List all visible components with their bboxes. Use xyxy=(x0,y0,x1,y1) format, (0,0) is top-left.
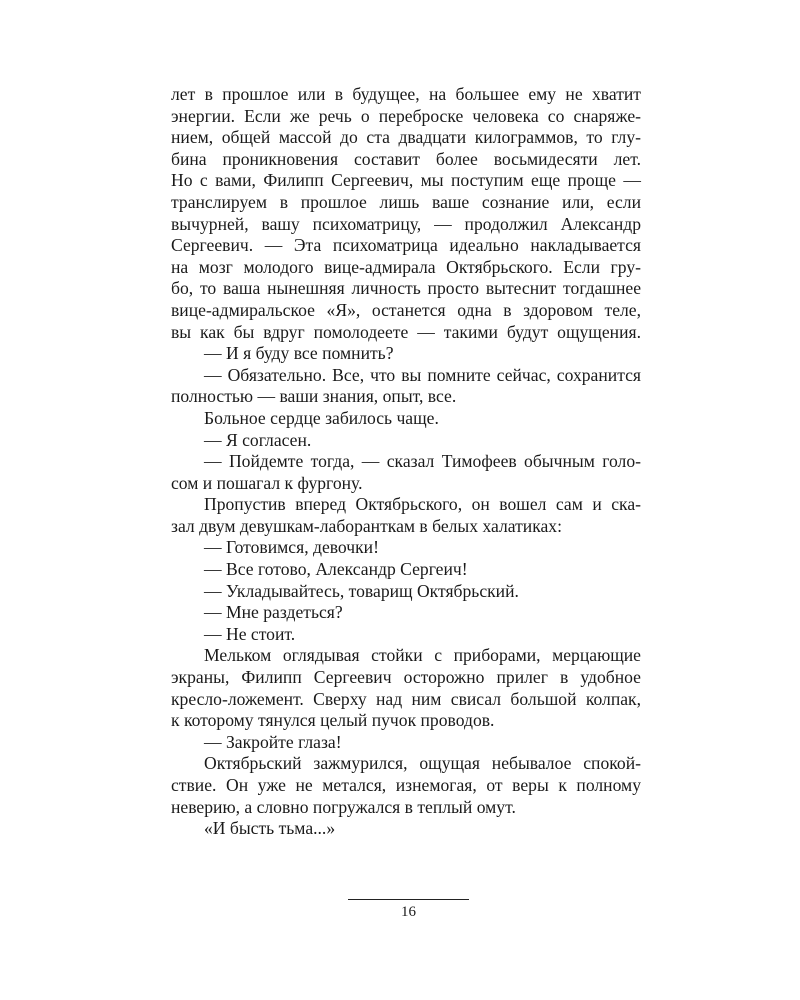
text-line: — Я согласен. xyxy=(204,429,312,450)
text-line: — Пойдемте тогда, — сказал Тимофеев обычным голо- xyxy=(204,451,641,472)
text-line: — Укладывайтесь, товарищ Октябрьский. xyxy=(204,580,519,601)
text-line: — Мне раздеться? xyxy=(204,602,343,623)
text-line: ствие. Он уже не метался, изнемогая, от веры к полному xyxy=(171,775,641,795)
text-line: — Не стоит. xyxy=(204,623,296,644)
text-line: неверию, а словно погружался в теплый омут. xyxy=(171,796,516,817)
text-line: вычурней, вашу психоматрицу, — продолжил Александр xyxy=(171,213,641,234)
text-line: — Обязательно. Все, что вы помните сейчас, сохранится xyxy=(204,364,641,385)
text-line: бо, то ваша нынешняя личность просто вытеснит тогдашнее xyxy=(171,278,641,299)
text-line: Пропустив вперед Октябрьского, он вошел сам и ска- xyxy=(204,494,641,515)
text-line: энергии. Если же речь о переброске человека со снаряже- xyxy=(171,105,641,126)
text-line: — И я буду все помнить? xyxy=(204,343,394,364)
text-line: к которому тянулся целый пучок проводов. xyxy=(171,710,495,731)
text-line: на мозг молодого вице-адмирала Октябрьского. Если гру- xyxy=(171,256,641,277)
text-line: зал двум девушкам-лаборанткам в белых халатиках: xyxy=(171,515,562,536)
text-line: сом и пошагал к фургону. xyxy=(171,472,363,493)
page-number: 16 xyxy=(401,904,416,920)
text-line: — Закройте глаза! xyxy=(204,731,342,752)
text-line: нием, общей массой до ста двадцати килограммов, то глу- xyxy=(171,127,641,148)
text-line: — Все готово, Александр Сергеич! xyxy=(204,559,468,580)
footer-divider xyxy=(348,899,469,900)
text-line: транслируем в прошлое лишь ваше сознание или, если xyxy=(171,191,641,212)
text-line: лет в прошлое или в будущее, на большее ему не хватит xyxy=(171,84,641,104)
text-line: — Готовимся, девочки! xyxy=(204,537,379,558)
text-line: Сергеевич. — Эта психоматрица идеально накладывается xyxy=(171,235,641,256)
text-line: Больное сердце забилось чаще. xyxy=(204,407,439,428)
page-body xyxy=(171,84,641,840)
text-line: Но с вами, Филипп Сергеевич, мы поступим еще проще — xyxy=(171,170,641,191)
text-line: вы как бы вдруг помолодеете — такими будут ощущения. xyxy=(171,321,641,342)
text-line: Октябрьский зажмурился, ощущая небывалое спокой- xyxy=(204,753,641,774)
text-line: кресло-ложемент. Сверху над ним свисал большой колпак, xyxy=(171,688,641,709)
text-line: Мельком оглядывая стойки с приборами, мерцающие xyxy=(204,645,641,666)
text-line: «И бысть тьма...» xyxy=(204,818,336,839)
text-line: полностью — ваши знания, опыт, все. xyxy=(171,386,457,407)
text-line: вице-адмиральское «Я», останется одна в здоровом теле, xyxy=(171,299,641,320)
text-line: экраны, Филипп Сергеевич осторожно прилег в удобное xyxy=(171,667,641,688)
text-line: бина проникновения составит более восьмидесяти лет. xyxy=(171,148,641,169)
